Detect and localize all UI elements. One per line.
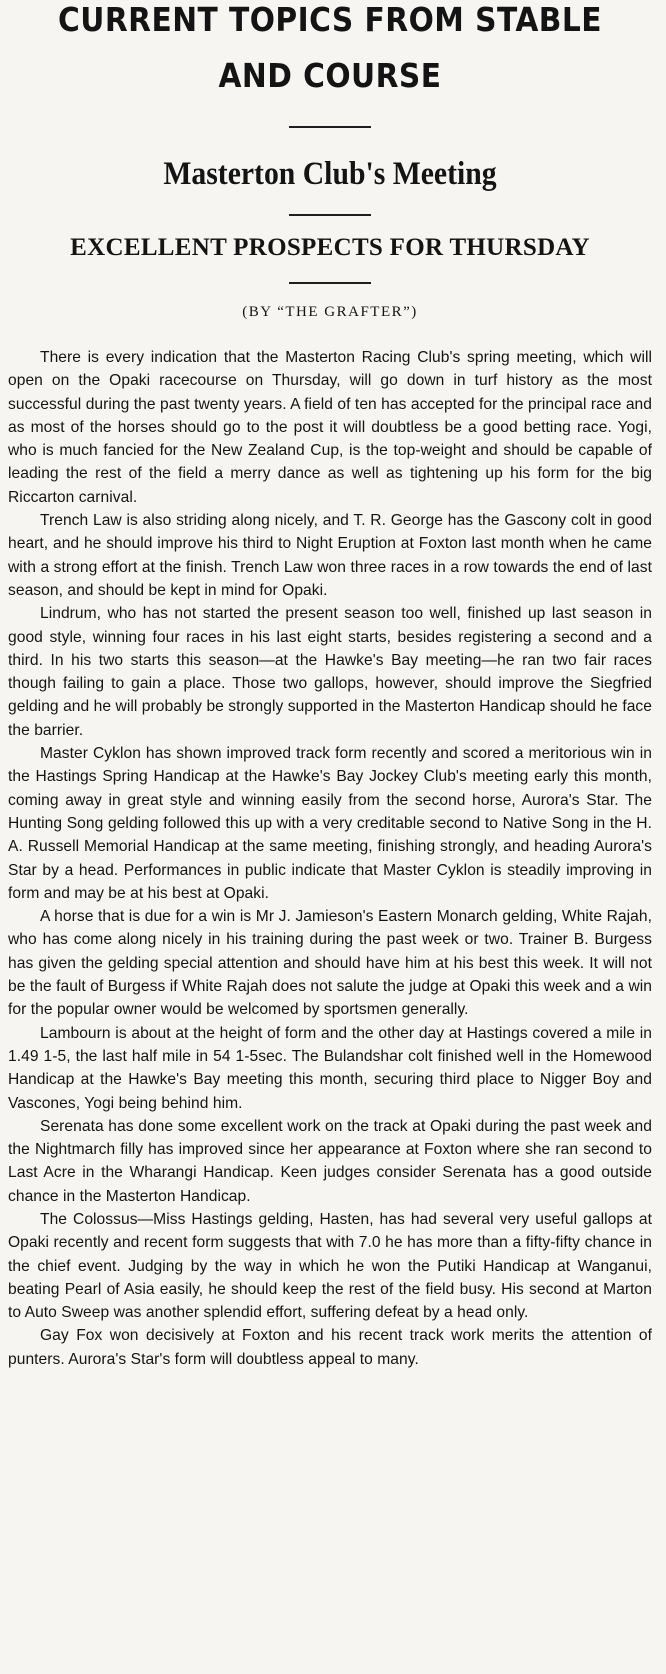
- subheading: Masterton Club's Meeting: [163, 156, 497, 192]
- paragraph: Trench Law is also striding along nicely, and T. R. George has the Gascony colt in good heart, and he should improve his third to Night Eruption at Foxton last month when he came with a strong effort at the finish. Trench Law won three races in a row towards the end of last season, and should be kept in mind for Opaki.: [8, 512, 652, 599]
- paragraph: Gay Fox won decisively at Foxton and his recent track work merits the attention of punters. Aurora's Star's form will doubtless appeal to many.: [8, 1327, 652, 1368]
- paragraph: Master Cyklon has shown improved track form recently and scored a meritorious win in the Hastings Spring Handicap at the Hawke's Bay Jockey Club's meeting early this month, coming away in great style and winning easily from the second horse, Aurora's Star. The Hunting Song gelding followed this up with a very creditable second to Native Song in the H. A. Russell Memorial Handicap at the same meeting, finishing strongly, and heading Aurora's Star by a head. Performances in public indicate that Master Cyklon is steadily improving in form and may be at his best at Opaki.: [8, 745, 652, 902]
- headline: [40, 0, 620, 104]
- paragraph: There is every indication that the Masterton Racing Club's spring meeting, which will open on the Opaki racecourse on Thursday, will go down in turf history as the most successful during the past twenty years. A field of ten has accepted for the principal race and as most of the horses should go to the post it will doubtless be a good betting race. Yogi, who is much fancied for the New Zealand Cup, is the top-weight and should be capable of leading the rest of the field a merry dance as well as tightening up his form for the big Riccarton carnival.: [8, 349, 652, 506]
- paragraph: The Colossus—Miss Hastings gelding, Hasten, has had several very useful gallops at Opaki recently and recent form suggests that with 7.0 he has more than a fifty-fifty chance in the chief event. Judging by the way in which he won the Putiki Handicap at Wanganui, beating Pearl of Asia easily, he should keep the rest of the field busy. His second at Marton to Auto Sweep was another splendid effort, suffering defeat by a head only.: [8, 1210, 652, 1322]
- headline-line-2: AND COURSE: [218, 56, 442, 95]
- paragraph: A horse that is due for a win is Mr J. Jamieson's Eastern Monarch gelding, White Rajah, who has come along nicely in his training during the past week or two. Trainer B. Burgess has given the gelding special attention and should have him at his best this week. It will not be the fault of Burgess if White Rajah does not salute the judge at Opaki this week and a win for the popular owner would be welcomed by sportsmen generally.: [8, 908, 652, 1019]
- byline: (BY “THE GRAFTER”): [242, 304, 418, 320]
- subheading-secondary: EXCELLENT PROSPECTS FOR THURSDAY: [70, 234, 590, 261]
- divider-rule: [289, 126, 371, 128]
- paragraph: Lambourn is about at the height of form and the other day at Hastings covered a mile in 1.49 1-5, the last half mile in 54 1-5sec. The Bulandshar colt finished well in the Homewood Handicap at the Hawke's Bay meeting this month, securing third place to Nigger Boy and Vascones, Yogi being behind him.: [8, 1024, 652, 1112]
- paragraph: Serenata has done some excellent work on the track at Opaki during the past week and the Nightmarch filly has improved since her appearance at Foxton where she ran second to Last Acre in the Wharangi Handicap. Keen judges consider Serenata has a good outside chance in the Masterton Handicap.: [8, 1117, 652, 1205]
- divider-rule: [289, 214, 371, 216]
- paragraph: Lindrum, who has not started the present season too well, finished up last season in good style, winning four races in his last eight starts, besides registering a second and a third. In his two starts this season—at the Hawke's Bay meeting—he ran two fair races though failing to gain a place. Those two gallops, however, should improve the Siegfried gelding and he will probably be strongly supported in the Masterton Handicap should he face the barrier.: [8, 605, 652, 739]
- headline-line-1: CURRENT TOPICS FROM STABLE: [58, 0, 602, 39]
- article-body: [8, 346, 652, 1371]
- divider-rule: [289, 282, 371, 284]
